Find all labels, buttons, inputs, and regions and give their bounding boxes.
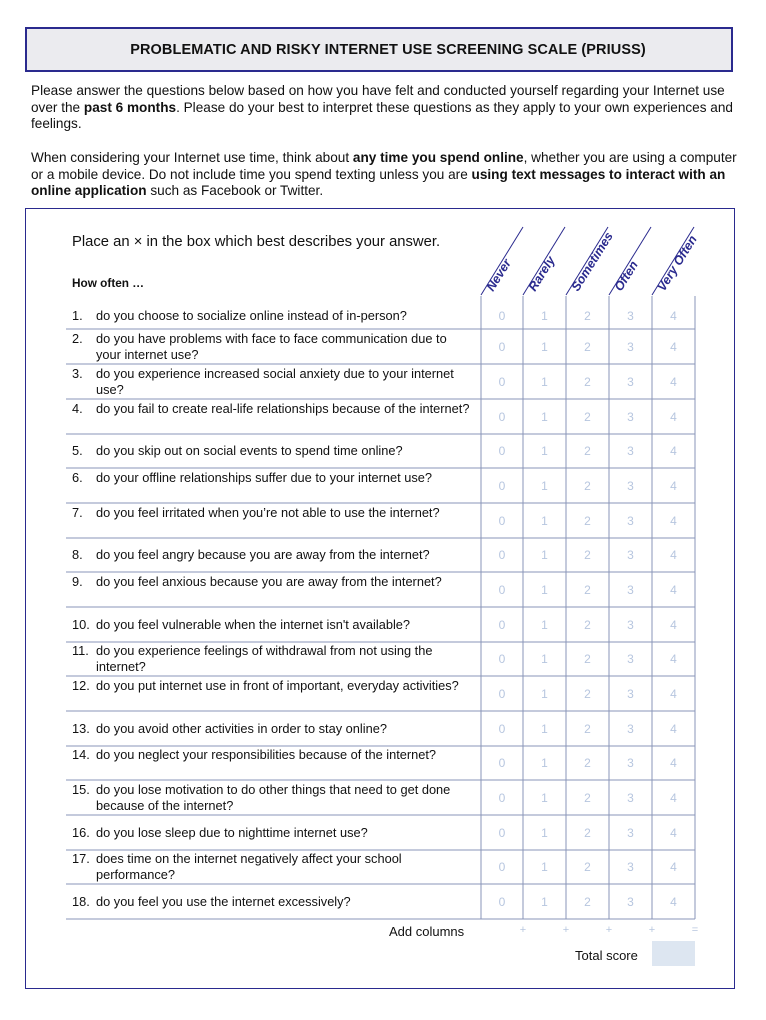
question-number: 9. <box>72 573 83 589</box>
plus-sign: + <box>605 924 613 936</box>
question-text: do you feel anxious because you are away from the internet? <box>96 573 442 589</box>
question-13 <box>72 721 472 737</box>
question-2 <box>72 331 472 363</box>
answer-box-very-often[interactable]: 4 <box>670 652 677 666</box>
intro-emphasis: using text messages to interact with an online application <box>31 166 726 199</box>
question-text: do your offline relationships suffer due to your internet use? <box>96 469 433 485</box>
answer-box-never[interactable]: 0 <box>498 652 506 666</box>
answer-box-sometimes[interactable]: 2 <box>584 617 591 632</box>
question-6 <box>72 470 472 486</box>
answer-box-often[interactable]: 3 <box>627 409 634 424</box>
question-number: 6. <box>72 469 83 485</box>
answer-box-very-often[interactable]: 4 <box>670 374 677 389</box>
question-1 <box>72 308 472 324</box>
answer-box-often[interactable]: 3 <box>627 860 634 874</box>
answer-box-never[interactable]: 0 <box>498 513 506 528</box>
question-text: do you put internet use in front of important, everyday activities? <box>96 677 459 693</box>
answer-box-rarely[interactable]: 1 <box>541 721 548 736</box>
answer-box-very-often[interactable]: 4 <box>670 790 677 805</box>
answer-box-rarely[interactable]: 1 <box>541 686 548 701</box>
question-text: do you experience increased social anxiety due to your internet use? <box>96 365 454 397</box>
question-number: 13. <box>72 720 90 736</box>
answer-box-often[interactable]: 3 <box>627 513 634 528</box>
question-number: 7. <box>72 504 83 520</box>
answer-box-never[interactable]: 0 <box>498 894 506 909</box>
total-score-label: Total score <box>575 948 638 963</box>
question-10 <box>72 617 472 633</box>
answer-box-never[interactable]: 0 <box>498 721 506 736</box>
answer-box-often[interactable]: 3 <box>627 721 634 736</box>
answer-box-very-often[interactable]: 4 <box>670 444 677 458</box>
question-text: do you lose motivation to do other things that need to get done because of the internet? <box>96 781 451 813</box>
question-text: do you avoid other activities in order to stay online? <box>96 720 387 736</box>
answer-box-never[interactable]: 0 <box>498 409 506 424</box>
question-number: 1. <box>72 307 83 323</box>
question-text: do you fail to create real-life relationships because of the internet? <box>96 400 470 416</box>
answer-box-never[interactable]: 0 <box>498 478 506 493</box>
answer-box-sometimes[interactable]: 2 <box>584 652 591 666</box>
question-text: do you choose to socialize online instead of in-person? <box>96 307 407 323</box>
answer-box-very-often[interactable]: 4 <box>670 894 677 909</box>
question-14 <box>72 747 472 763</box>
answer-box-sometimes[interactable]: 2 <box>584 374 591 389</box>
instruction-text: Place an × in the box which best describes your answer. <box>72 234 441 250</box>
intro-text: , whether you are using a computer or a mobile device. Do not include time you spend texting unless you are <box>31 150 737 182</box>
question-number: 15. <box>72 781 90 797</box>
answer-box-rarely[interactable]: 1 <box>541 790 548 805</box>
answer-box-rarely[interactable]: 1 <box>541 860 548 874</box>
answer-box-very-often[interactable]: 4 <box>670 860 677 874</box>
answer-box-never[interactable]: 0 <box>498 617 506 632</box>
question-16 <box>72 825 472 841</box>
question-5 <box>72 443 472 459</box>
question-text: do you feel you use the internet excessively? <box>96 893 351 909</box>
answer-box-sometimes[interactable]: 2 <box>584 721 591 736</box>
scale-label-never: Never <box>483 256 514 294</box>
answer-box-rarely[interactable]: 1 <box>541 478 548 493</box>
answer-box-never[interactable]: 0 <box>498 860 506 874</box>
scale-label-often: Often <box>611 258 641 294</box>
answer-box-very-often[interactable]: 4 <box>670 513 677 528</box>
scale-label-very-often: Very Often <box>654 232 700 294</box>
total-score-box[interactable] <box>652 941 695 966</box>
answer-box-sometimes[interactable]: 2 <box>584 409 591 424</box>
answer-box-often[interactable]: 3 <box>627 548 634 562</box>
answer-box-never[interactable]: 0 <box>498 825 506 840</box>
answer-box-never[interactable]: 0 <box>498 582 506 597</box>
answer-box-sometimes[interactable]: 2 <box>584 548 591 562</box>
answer-box-often[interactable]: 3 <box>627 339 634 354</box>
question-text: do you feel angry because you are away from the internet? <box>96 547 430 562</box>
intro-text: such as Facebook or Twitter. <box>146 183 324 199</box>
answer-box-never[interactable]: 0 <box>498 790 506 805</box>
answer-box-very-often[interactable]: 4 <box>670 548 677 562</box>
question-text: do you have problems with face to face communication due to your internet use? <box>96 330 447 362</box>
intro-text: Please answer the questions below based on how you have felt and conducted yourself regarding your Internet use over the <box>31 83 725 115</box>
answer-box-often[interactable]: 3 <box>627 686 634 701</box>
answer-box-never[interactable]: 0 <box>498 374 506 389</box>
question-number: 2. <box>72 330 83 346</box>
answer-box-very-often[interactable]: 4 <box>670 339 677 354</box>
intro-emphasis: any time you spend online <box>352 150 524 165</box>
equals-sign: = <box>691 924 699 936</box>
question-4 <box>72 401 472 417</box>
question-number: 12. <box>72 677 90 693</box>
answer-box-rarely[interactable]: 1 <box>541 374 548 389</box>
answer-box-often[interactable]: 3 <box>627 825 634 840</box>
answer-box-sometimes[interactable]: 2 <box>584 308 591 323</box>
answer-box-sometimes[interactable]: 2 <box>584 860 591 874</box>
answer-box-very-often[interactable]: 4 <box>670 825 677 840</box>
question-3 <box>72 366 472 398</box>
answer-box-sometimes[interactable]: 2 <box>584 756 591 770</box>
question-number: 3. <box>72 365 83 381</box>
answer-box-very-often[interactable]: 4 <box>670 617 677 632</box>
question-17 <box>72 851 472 883</box>
answer-box-sometimes[interactable]: 2 <box>584 825 591 840</box>
answer-box-often[interactable]: 3 <box>627 652 634 666</box>
question-number: 18. <box>72 893 90 909</box>
answer-box-very-often[interactable]: 4 <box>670 308 677 323</box>
question-number: 17. <box>72 851 90 866</box>
question-15 <box>72 782 472 814</box>
scale-label-rarely: Rarely <box>525 253 558 294</box>
answer-box-sometimes[interactable]: 2 <box>584 444 591 458</box>
question-text: do you lose sleep due to nighttime internet use? <box>96 824 368 840</box>
question-number: 16. <box>72 824 90 840</box>
intro-emphasis: past 6 months <box>83 99 177 115</box>
question-number: 11. <box>72 643 89 658</box>
intro-text: When considering your Internet use time, think about <box>31 150 353 165</box>
how-often-label: How often … <box>72 276 145 290</box>
answer-box-sometimes[interactable]: 2 <box>584 894 591 909</box>
answer-box-very-often[interactable]: 4 <box>670 721 677 736</box>
question-text: does time on the internet negatively affect your school performance? <box>96 851 402 882</box>
answer-box-rarely[interactable]: 1 <box>541 409 548 424</box>
answer-box-rarely[interactable]: 1 <box>541 894 548 909</box>
answer-box-rarely[interactable]: 1 <box>541 513 548 528</box>
question-text: do you neglect your responsibilities because of the internet? <box>96 747 437 762</box>
answer-box-rarely[interactable]: 1 <box>541 756 548 770</box>
answer-box-very-often[interactable]: 4 <box>670 582 677 597</box>
plus-sign: + <box>648 924 656 936</box>
answer-box-often[interactable]: 3 <box>627 790 634 805</box>
answer-box-rarely[interactable]: 1 <box>541 652 548 666</box>
question-text: do you skip out on social events to spend time online? <box>96 443 403 458</box>
answer-box-never[interactable]: 0 <box>498 686 506 701</box>
answer-box-often[interactable]: 3 <box>627 374 634 389</box>
answer-box-often[interactable]: 3 <box>627 617 634 632</box>
answer-box-rarely[interactable]: 1 <box>541 308 548 323</box>
answer-box-sometimes[interactable]: 2 <box>584 790 591 805</box>
answer-box-never[interactable]: 0 <box>498 308 506 323</box>
answer-box-rarely[interactable]: 1 <box>541 339 548 354</box>
answer-box-rarely[interactable]: 1 <box>541 825 548 840</box>
answer-box-sometimes[interactable]: 2 <box>584 686 591 701</box>
question-number: 4. <box>72 400 83 416</box>
answer-box-sometimes[interactable]: 2 <box>584 513 591 528</box>
question-text: do you feel irritated when you’re not able to use the internet? <box>96 504 440 520</box>
answer-box-often[interactable]: 3 <box>627 308 634 323</box>
question-11 <box>72 643 472 675</box>
answer-box-rarely[interactable]: 1 <box>541 617 548 632</box>
answer-box-often[interactable]: 3 <box>627 478 634 493</box>
answer-box-often[interactable]: 3 <box>627 894 634 909</box>
answer-box-often[interactable]: 3 <box>627 444 634 458</box>
question-9 <box>72 574 472 590</box>
plus-sign: + <box>562 924 570 936</box>
answer-box-sometimes[interactable]: 2 <box>584 339 591 354</box>
question-12 <box>72 678 472 694</box>
answer-box-often[interactable]: 3 <box>627 756 634 770</box>
question-number: 10. <box>72 616 90 632</box>
answer-box-rarely[interactable]: 1 <box>541 444 548 458</box>
answer-box-rarely[interactable]: 1 <box>541 582 548 597</box>
scale-label-sometimes: Sometimes <box>568 229 616 294</box>
question-7 <box>72 505 472 521</box>
question-18 <box>72 894 472 910</box>
answer-box-very-often[interactable]: 4 <box>670 756 677 770</box>
answer-box-never[interactable]: 0 <box>498 339 506 354</box>
answer-box-very-often[interactable]: 4 <box>670 409 677 424</box>
plus-sign: + <box>519 924 527 936</box>
answer-box-very-often[interactable]: 4 <box>670 478 677 493</box>
answer-box-sometimes[interactable]: 2 <box>584 478 591 493</box>
answer-box-very-often[interactable]: 4 <box>670 686 677 701</box>
question-number: 14. <box>72 747 90 762</box>
question-text: do you feel vulnerable when the internet isn't available? <box>96 616 411 632</box>
page-title: PROBLEMATIC AND RISKY INTERNET USE SCREENING SCALE (PRIUSS) <box>130 41 646 58</box>
answer-box-never[interactable]: 0 <box>498 756 506 770</box>
intro-text: . Please do your best to interpret these questions as they apply to your own experiences and feelings. <box>31 99 733 132</box>
answer-box-sometimes[interactable]: 2 <box>584 582 591 597</box>
answer-box-never[interactable]: 0 <box>498 444 506 458</box>
answer-box-rarely[interactable]: 1 <box>541 548 548 562</box>
answer-box-often[interactable]: 3 <box>627 582 634 597</box>
question-text: do you experience feelings of withdrawal from not using the internet? <box>96 643 433 674</box>
question-8 <box>72 547 472 563</box>
question-number: 8. <box>72 547 83 562</box>
add-columns-label: Add columns <box>389 924 465 939</box>
answer-box-never[interactable]: 0 <box>498 548 506 562</box>
question-number: 5. <box>72 443 83 458</box>
